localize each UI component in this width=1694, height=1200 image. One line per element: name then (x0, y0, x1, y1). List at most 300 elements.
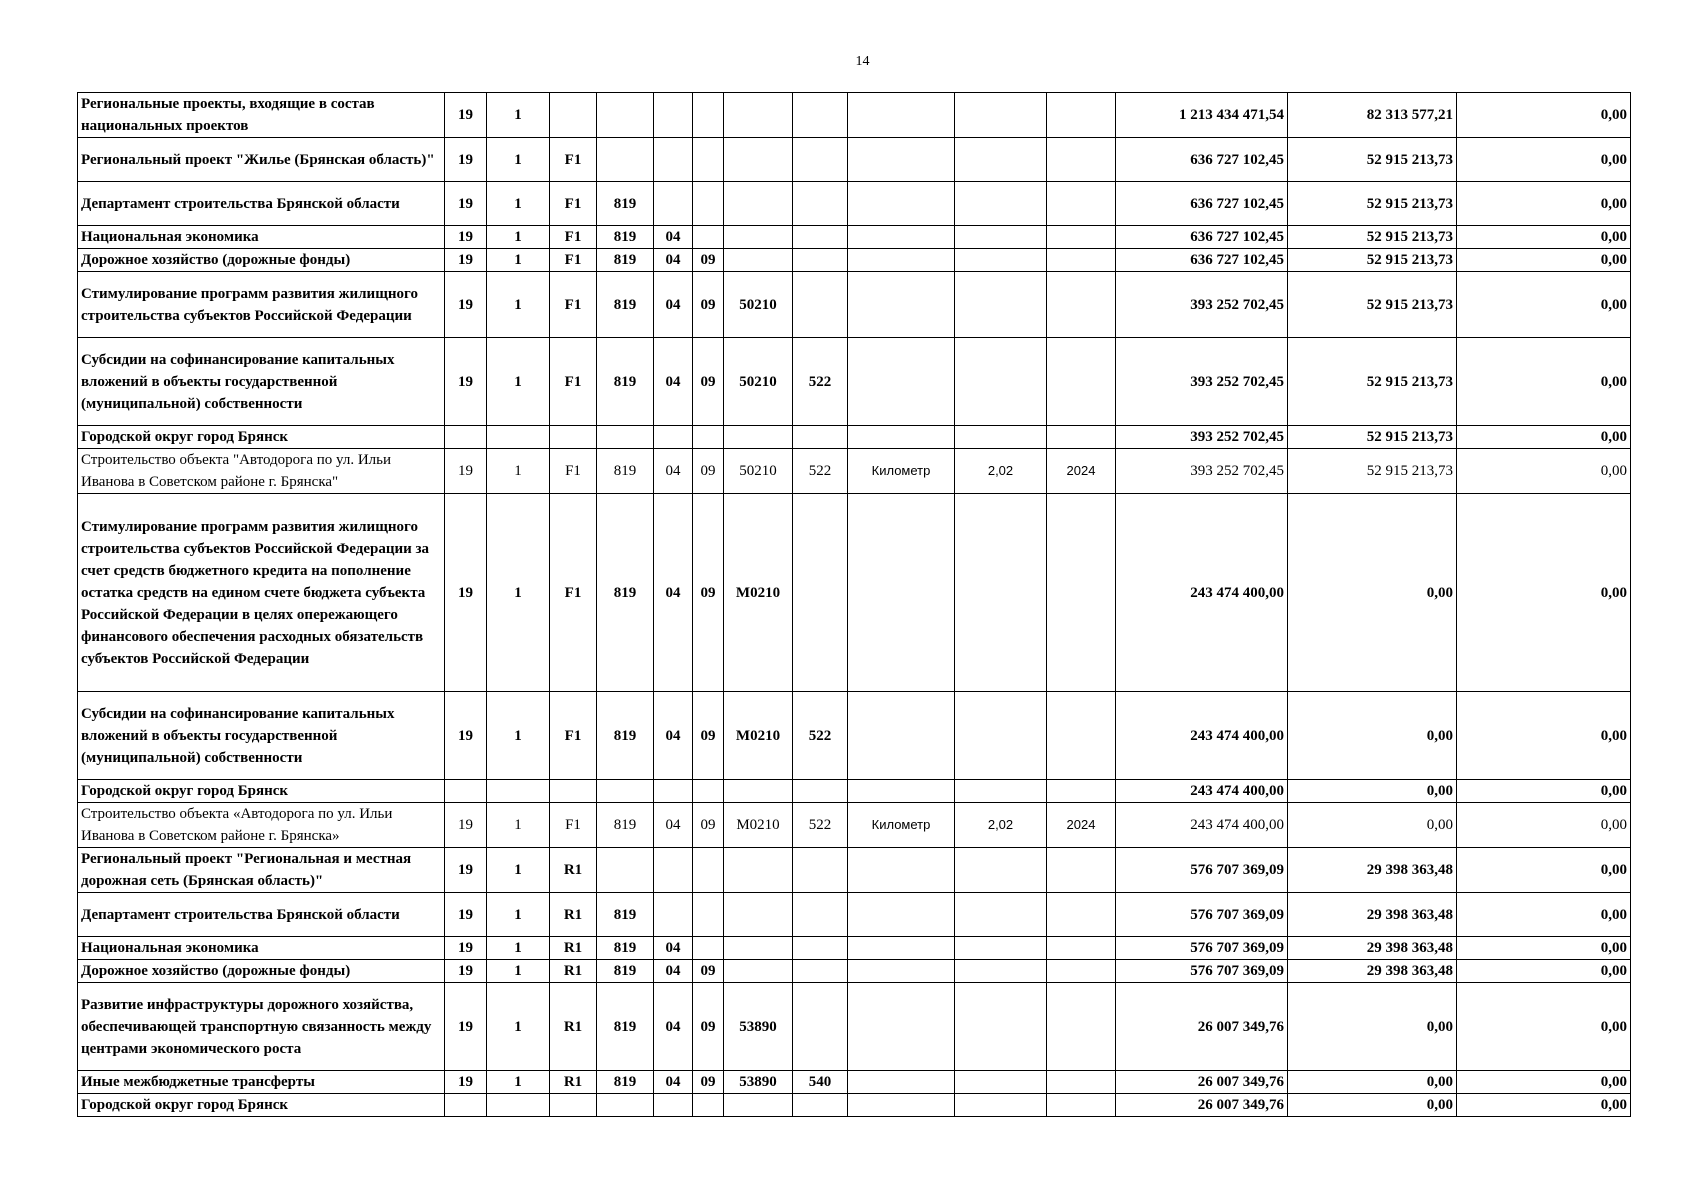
quantity-cell (955, 780, 1047, 803)
target-item-cell (724, 937, 793, 960)
subprogram-code-cell: 1 (487, 803, 550, 848)
project-code-cell: F1 (550, 272, 597, 338)
section-code-cell (654, 1094, 693, 1117)
unit-cell (848, 1094, 955, 1117)
admin-code-cell: 819 (597, 272, 654, 338)
amount-1-cell: 636 727 102,45 (1116, 138, 1288, 182)
section-code-cell: 04 (654, 692, 693, 780)
table-row (78, 893, 1631, 937)
expense-type-cell (793, 893, 848, 937)
admin-code-cell (597, 848, 654, 893)
row-name-cell: Строительство объекта "Автодорога по ул. Ильи Иванова в Советском районе г. Брянска" (78, 449, 445, 494)
admin-code-cell: 819 (597, 226, 654, 249)
table-row (78, 426, 1631, 449)
amount-1-cell: 243 474 400,00 (1116, 692, 1288, 780)
unit-cell: Километр (848, 803, 955, 848)
unit-cell (848, 692, 955, 780)
subsection-code-cell (693, 780, 724, 803)
row-name-cell: Региональный проект "Региональная и местная дорожная сеть (Брянская область)" (78, 848, 445, 893)
quantity-cell (955, 893, 1047, 937)
admin-code-cell: 819 (597, 692, 654, 780)
project-code-cell: F1 (550, 494, 597, 692)
project-code-cell (550, 93, 597, 138)
amount-1-cell: 26 007 349,76 (1116, 1094, 1288, 1117)
amount-3-cell: 0,00 (1457, 848, 1631, 893)
section-code-cell (654, 93, 693, 138)
expense-type-cell: 522 (793, 449, 848, 494)
project-code-cell: F1 (550, 692, 597, 780)
unit-cell (848, 780, 955, 803)
subsection-code-cell: 09 (693, 272, 724, 338)
amount-3-cell: 0,00 (1457, 960, 1631, 983)
quantity-cell (955, 272, 1047, 338)
program-code-cell: 19 (445, 692, 487, 780)
program-code-cell: 19 (445, 93, 487, 138)
target-item-cell (724, 1094, 793, 1117)
subsection-code-cell (693, 893, 724, 937)
row-name-cell: Развитие инфраструктуры дорожного хозяйства, обеспечивающей транспортную связанность между центрами экономического роста (78, 983, 445, 1071)
row-name-cell: Региональные проекты, входящие в состав национальных проектов (78, 93, 445, 138)
amount-2-cell: 29 398 363,48 (1288, 848, 1457, 893)
expense-type-cell: 522 (793, 338, 848, 426)
amount-1-cell: 576 707 369,09 (1116, 960, 1288, 983)
subprogram-code-cell: 1 (487, 960, 550, 983)
expense-type-cell (793, 1094, 848, 1117)
row-name-cell: Городской округ город Брянск (78, 426, 445, 449)
project-code-cell (550, 780, 597, 803)
amount-3-cell: 0,00 (1457, 138, 1631, 182)
amount-1-cell: 576 707 369,09 (1116, 848, 1288, 893)
row-name-cell: Дорожное хозяйство (дорожные фонды) (78, 960, 445, 983)
amount-1-cell: 1 213 434 471,54 (1116, 93, 1288, 138)
project-code-cell: F1 (550, 226, 597, 249)
program-code-cell (445, 426, 487, 449)
project-code-cell: R1 (550, 983, 597, 1071)
expense-type-cell (793, 138, 848, 182)
project-code-cell: R1 (550, 937, 597, 960)
year-cell (1047, 338, 1116, 426)
target-item-cell: 50210 (724, 449, 793, 494)
program-code-cell: 19 (445, 226, 487, 249)
section-code-cell: 04 (654, 226, 693, 249)
subsection-code-cell (693, 848, 724, 893)
amount-1-cell: 636 727 102,45 (1116, 249, 1288, 272)
amount-1-cell: 576 707 369,09 (1116, 893, 1288, 937)
amount-2-cell: 29 398 363,48 (1288, 960, 1457, 983)
amount-1-cell: 26 007 349,76 (1116, 983, 1288, 1071)
quantity-cell (955, 692, 1047, 780)
amount-3-cell: 0,00 (1457, 226, 1631, 249)
row-name-cell: Стимулирование программ развития жилищного строительства субъектов Российской Федерации за счет средств бюджетного кредита на пополнение остатка средств на едином счете бюджета субъекта Российской Федерации в целях опережающего финансового обеспечения расходных обязательств субъектов Российской Федерации (78, 494, 445, 692)
unit-cell (848, 426, 955, 449)
section-code-cell: 04 (654, 494, 693, 692)
unit-cell (848, 272, 955, 338)
amount-1-cell: 393 252 702,45 (1116, 272, 1288, 338)
table-row (78, 226, 1631, 249)
unit-cell (848, 893, 955, 937)
amount-2-cell: 52 915 213,73 (1288, 138, 1457, 182)
year-cell (1047, 848, 1116, 893)
amount-3-cell: 0,00 (1457, 249, 1631, 272)
program-code-cell: 19 (445, 983, 487, 1071)
table-row (78, 449, 1631, 494)
amount-3-cell: 0,00 (1457, 1094, 1631, 1117)
project-code-cell (550, 1094, 597, 1117)
amount-3-cell: 0,00 (1457, 1071, 1631, 1094)
section-code-cell: 04 (654, 937, 693, 960)
expense-type-cell (793, 983, 848, 1071)
program-code-cell (445, 780, 487, 803)
year-cell (1047, 692, 1116, 780)
budget-table (77, 92, 1631, 1117)
quantity-cell (955, 848, 1047, 893)
row-name-cell: Дорожное хозяйство (дорожные фонды) (78, 249, 445, 272)
subprogram-code-cell: 1 (487, 249, 550, 272)
table-row (78, 848, 1631, 893)
year-cell (1047, 983, 1116, 1071)
section-code-cell: 04 (654, 338, 693, 426)
amount-3-cell: 0,00 (1457, 494, 1631, 692)
year-cell (1047, 893, 1116, 937)
quantity-cell (955, 1094, 1047, 1117)
expense-type-cell: 522 (793, 803, 848, 848)
admin-code-cell: 819 (597, 937, 654, 960)
subprogram-code-cell: 1 (487, 692, 550, 780)
target-item-cell (724, 93, 793, 138)
unit-cell (848, 960, 955, 983)
quantity-cell (955, 426, 1047, 449)
target-item-cell (724, 138, 793, 182)
expense-type-cell: 522 (793, 692, 848, 780)
amount-2-cell: 0,00 (1288, 780, 1457, 803)
year-cell (1047, 960, 1116, 983)
section-code-cell (654, 426, 693, 449)
unit-cell (848, 182, 955, 226)
table-row (78, 780, 1631, 803)
unit-cell (848, 983, 955, 1071)
expense-type-cell (793, 848, 848, 893)
amount-3-cell: 0,00 (1457, 780, 1631, 803)
amount-3-cell: 0,00 (1457, 449, 1631, 494)
amount-2-cell: 52 915 213,73 (1288, 182, 1457, 226)
row-name-cell: Департамент строительства Брянской области (78, 893, 445, 937)
section-code-cell (654, 780, 693, 803)
subprogram-code-cell: 1 (487, 338, 550, 426)
amount-2-cell: 0,00 (1288, 1071, 1457, 1094)
table-row (78, 1094, 1631, 1117)
quantity-cell: 2,02 (955, 803, 1047, 848)
target-item-cell (724, 893, 793, 937)
admin-code-cell: 819 (597, 249, 654, 272)
year-cell (1047, 93, 1116, 138)
program-code-cell: 19 (445, 494, 487, 692)
unit-cell (848, 338, 955, 426)
page-number: 14 (855, 54, 870, 69)
amount-2-cell: 0,00 (1288, 1094, 1457, 1117)
target-item-cell (724, 182, 793, 226)
admin-code-cell: 819 (597, 803, 654, 848)
amount-1-cell: 243 474 400,00 (1116, 803, 1288, 848)
program-code-cell: 19 (445, 960, 487, 983)
quantity-cell (955, 338, 1047, 426)
subsection-code-cell (693, 1094, 724, 1117)
amount-3-cell: 0,00 (1457, 937, 1631, 960)
target-item-cell: 50210 (724, 272, 793, 338)
subsection-code-cell (693, 226, 724, 249)
year-cell (1047, 272, 1116, 338)
subsection-code-cell (693, 426, 724, 449)
table-row (78, 272, 1631, 338)
year-cell (1047, 780, 1116, 803)
quantity-cell (955, 494, 1047, 692)
amount-2-cell: 52 915 213,73 (1288, 338, 1457, 426)
subsection-code-cell: 09 (693, 494, 724, 692)
expense-type-cell (793, 426, 848, 449)
table-row (78, 1071, 1631, 1094)
section-code-cell: 04 (654, 983, 693, 1071)
quantity-cell (955, 983, 1047, 1071)
unit-cell (848, 848, 955, 893)
subsection-code-cell: 09 (693, 803, 724, 848)
subprogram-code-cell: 1 (487, 1071, 550, 1094)
section-code-cell (654, 182, 693, 226)
section-code-cell: 04 (654, 960, 693, 983)
program-code-cell: 19 (445, 449, 487, 494)
target-item-cell (724, 226, 793, 249)
subprogram-code-cell (487, 780, 550, 803)
table-row (78, 249, 1631, 272)
subsection-code-cell (693, 937, 724, 960)
section-code-cell (654, 848, 693, 893)
project-code-cell (550, 426, 597, 449)
unit-cell (848, 93, 955, 138)
amount-3-cell: 0,00 (1457, 338, 1631, 426)
expense-type-cell (793, 226, 848, 249)
amount-3-cell: 0,00 (1457, 893, 1631, 937)
table-row (78, 937, 1631, 960)
quantity-cell (955, 93, 1047, 138)
subprogram-code-cell: 1 (487, 226, 550, 249)
admin-code-cell (597, 780, 654, 803)
quantity-cell (955, 1071, 1047, 1094)
table-row (78, 338, 1631, 426)
expense-type-cell (793, 272, 848, 338)
subprogram-code-cell: 1 (487, 983, 550, 1071)
admin-code-cell (597, 426, 654, 449)
expense-type-cell (793, 937, 848, 960)
target-item-cell: 50210 (724, 338, 793, 426)
admin-code-cell: 819 (597, 449, 654, 494)
subprogram-code-cell: 1 (487, 93, 550, 138)
target-item-cell: M0210 (724, 494, 793, 692)
amount-1-cell: 243 474 400,00 (1116, 780, 1288, 803)
section-code-cell: 04 (654, 1071, 693, 1094)
year-cell: 2024 (1047, 449, 1116, 494)
section-code-cell: 04 (654, 272, 693, 338)
admin-code-cell: 819 (597, 983, 654, 1071)
amount-3-cell: 0,00 (1457, 272, 1631, 338)
amount-2-cell: 0,00 (1288, 983, 1457, 1071)
subsection-code-cell (693, 138, 724, 182)
unit-cell (848, 226, 955, 249)
expense-type-cell: 540 (793, 1071, 848, 1094)
target-item-cell (724, 426, 793, 449)
admin-code-cell (597, 1094, 654, 1117)
target-item-cell (724, 249, 793, 272)
amount-2-cell: 52 915 213,73 (1288, 249, 1457, 272)
admin-code-cell: 819 (597, 1071, 654, 1094)
subprogram-code-cell: 1 (487, 494, 550, 692)
admin-code-cell: 819 (597, 182, 654, 226)
subprogram-code-cell: 1 (487, 138, 550, 182)
row-name-cell: Национальная экономика (78, 937, 445, 960)
table-row (78, 494, 1631, 692)
admin-code-cell (597, 93, 654, 138)
program-code-cell: 19 (445, 138, 487, 182)
amount-2-cell: 82 313 577,21 (1288, 93, 1457, 138)
program-code-cell: 19 (445, 338, 487, 426)
quantity-cell (955, 249, 1047, 272)
program-code-cell: 19 (445, 249, 487, 272)
subsection-code-cell: 09 (693, 983, 724, 1071)
amount-1-cell: 636 727 102,45 (1116, 182, 1288, 226)
target-item-cell: 53890 (724, 983, 793, 1071)
row-name-cell: Субсидии на софинансирование капитальных вложений в объекты государственной (муниципальной) собственности (78, 692, 445, 780)
admin-code-cell: 819 (597, 338, 654, 426)
program-code-cell: 19 (445, 182, 487, 226)
unit-cell (848, 138, 955, 182)
target-item-cell (724, 848, 793, 893)
amount-2-cell: 29 398 363,48 (1288, 937, 1457, 960)
target-item-cell: M0210 (724, 803, 793, 848)
quantity-cell (955, 138, 1047, 182)
subprogram-code-cell: 1 (487, 937, 550, 960)
project-code-cell: F1 (550, 182, 597, 226)
quantity-cell (955, 937, 1047, 960)
amount-3-cell: 0,00 (1457, 803, 1631, 848)
admin-code-cell: 819 (597, 960, 654, 983)
row-name-cell: Департамент строительства Брянской области (78, 182, 445, 226)
program-code-cell: 19 (445, 272, 487, 338)
row-name-cell: Национальная экономика (78, 226, 445, 249)
amount-1-cell: 393 252 702,45 (1116, 449, 1288, 494)
section-code-cell: 04 (654, 249, 693, 272)
expense-type-cell (793, 93, 848, 138)
table-row (78, 803, 1631, 848)
section-code-cell: 04 (654, 449, 693, 494)
program-code-cell: 19 (445, 937, 487, 960)
quantity-cell: 2,02 (955, 449, 1047, 494)
year-cell (1047, 1094, 1116, 1117)
target-item-cell: M0210 (724, 692, 793, 780)
amount-2-cell: 0,00 (1288, 692, 1457, 780)
amount-2-cell: 52 915 213,73 (1288, 449, 1457, 494)
table-body (78, 93, 1631, 1117)
project-code-cell: F1 (550, 249, 597, 272)
admin-code-cell (597, 138, 654, 182)
year-cell: 2024 (1047, 803, 1116, 848)
table-row (78, 93, 1631, 138)
year-cell (1047, 249, 1116, 272)
table-row (78, 182, 1631, 226)
amount-3-cell: 0,00 (1457, 692, 1631, 780)
project-code-cell: R1 (550, 1071, 597, 1094)
section-code-cell (654, 893, 693, 937)
year-cell (1047, 226, 1116, 249)
project-code-cell: F1 (550, 449, 597, 494)
row-name-cell: Субсидии на софинансирование капитальных вложений в объекты государственной (муниципальной) собственности (78, 338, 445, 426)
project-code-cell: F1 (550, 803, 597, 848)
row-name-cell: Строительство объекта «Автодорога по ул. Ильи Иванова в Советском районе г. Брянска» (78, 803, 445, 848)
amount-3-cell: 0,00 (1457, 182, 1631, 226)
subsection-code-cell: 09 (693, 960, 724, 983)
project-code-cell: R1 (550, 960, 597, 983)
program-code-cell: 19 (445, 1071, 487, 1094)
row-name-cell: Стимулирование программ развития жилищного строительства субъектов Российской Федерации (78, 272, 445, 338)
expense-type-cell (793, 182, 848, 226)
subsection-code-cell: 09 (693, 1071, 724, 1094)
year-cell (1047, 494, 1116, 692)
project-code-cell: F1 (550, 138, 597, 182)
quantity-cell (955, 182, 1047, 226)
amount-2-cell: 52 915 213,73 (1288, 226, 1457, 249)
subprogram-code-cell (487, 1094, 550, 1117)
quantity-cell (955, 226, 1047, 249)
row-name-cell: Региональный проект "Жилье (Брянская область)" (78, 138, 445, 182)
amount-1-cell: 26 007 349,76 (1116, 1071, 1288, 1094)
unit-cell (848, 494, 955, 692)
table-row (78, 960, 1631, 983)
amount-2-cell: 52 915 213,73 (1288, 426, 1457, 449)
subsection-code-cell: 09 (693, 692, 724, 780)
year-cell (1047, 1071, 1116, 1094)
subprogram-code-cell: 1 (487, 272, 550, 338)
expense-type-cell (793, 494, 848, 692)
subprogram-code-cell: 1 (487, 182, 550, 226)
amount-1-cell: 576 707 369,09 (1116, 937, 1288, 960)
subsection-code-cell: 09 (693, 249, 724, 272)
subprogram-code-cell: 1 (487, 893, 550, 937)
subsection-code-cell (693, 93, 724, 138)
expense-type-cell (793, 960, 848, 983)
admin-code-cell: 819 (597, 893, 654, 937)
amount-1-cell: 393 252 702,45 (1116, 338, 1288, 426)
row-name-cell: Иные межбюджетные трансферты (78, 1071, 445, 1094)
expense-type-cell (793, 249, 848, 272)
program-code-cell (445, 1094, 487, 1117)
target-item-cell (724, 780, 793, 803)
subsection-code-cell (693, 182, 724, 226)
amount-2-cell: 0,00 (1288, 494, 1457, 692)
table-row (78, 692, 1631, 780)
program-code-cell: 19 (445, 803, 487, 848)
amount-3-cell: 0,00 (1457, 426, 1631, 449)
amount-1-cell: 636 727 102,45 (1116, 226, 1288, 249)
unit-cell: Километр (848, 449, 955, 494)
subsection-code-cell: 09 (693, 449, 724, 494)
quantity-cell (955, 960, 1047, 983)
year-cell (1047, 937, 1116, 960)
subsection-code-cell: 09 (693, 338, 724, 426)
amount-3-cell: 0,00 (1457, 983, 1631, 1071)
subprogram-code-cell: 1 (487, 848, 550, 893)
amount-1-cell: 393 252 702,45 (1116, 426, 1288, 449)
row-name-cell: Городской округ город Брянск (78, 780, 445, 803)
amount-2-cell: 0,00 (1288, 803, 1457, 848)
unit-cell (848, 1071, 955, 1094)
program-code-cell: 19 (445, 893, 487, 937)
amount-2-cell: 52 915 213,73 (1288, 272, 1457, 338)
